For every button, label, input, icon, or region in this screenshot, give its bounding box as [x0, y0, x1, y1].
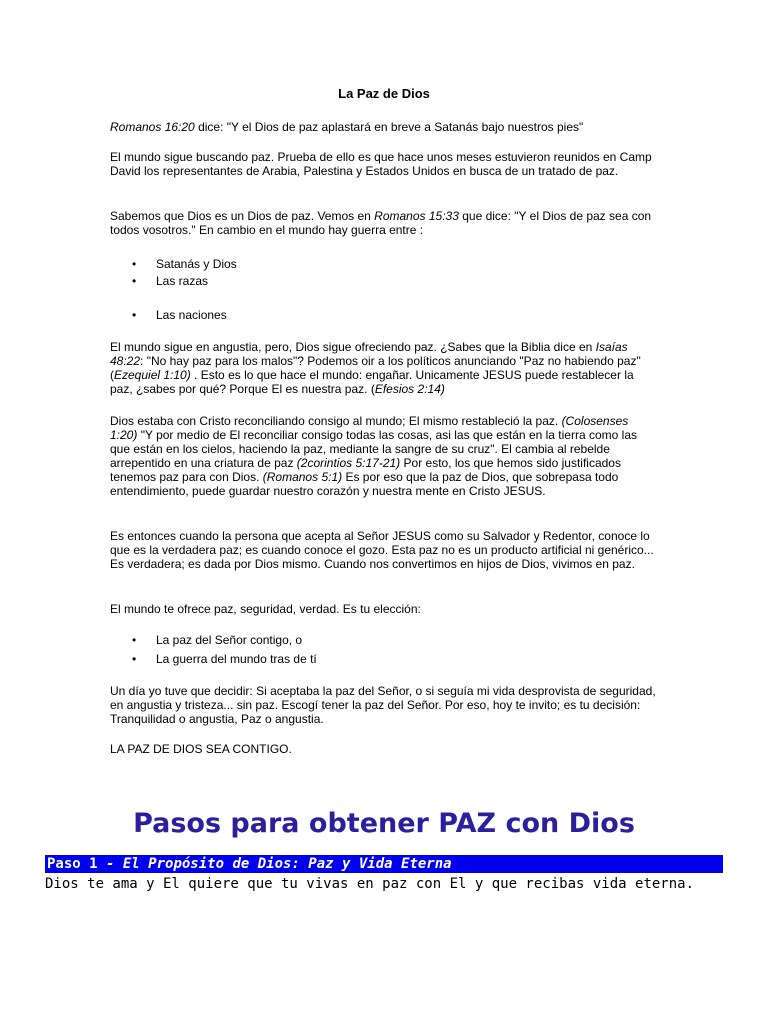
paragraph-closing	[110, 742, 658, 756]
paragraph-camp-david	[110, 150, 658, 178]
paragraph-text: El mundo te ofrece paz, seguridad, verdad. Es tu elección:	[110, 602, 421, 616]
bullet-list-eleccion	[132, 633, 317, 666]
bullet-icon: •	[132, 308, 137, 322]
page-title: La Paz de Dios	[338, 86, 430, 101]
verse-reference: Romanos 15:33	[374, 209, 459, 223]
list-item: • La paz del Señor contigo, o	[132, 633, 303, 647]
step-1-text: Dios te ama y El quiere que tu vivas en paz con El y que recibas vida eterna.	[45, 876, 695, 892]
paragraph-reconciliando: Dios estaba con Cristo reconciliando consigo al mundo; El mismo restableció la paz. (Colosenses 1:20) "Y por medio de El reconciliar consigo todas las cosas, asi las que están en la tierra como las que están en los cielos, haciendo la paz, mediante la sangre de su cruz". El cambia al rebelde arrepentido en una criatura de paz (2corintios 5:17-21) Por esto, los que hemos sido justificados tenemos paz para con Dios. (Romanos 5:1) Es por eso que la paz de Dios, que sobrepasa todo entendimiento, puede guardar nuestro corazón y nuestra mente en Cristo JESUS.	[110, 414, 637, 498]
bullet-icon: •	[132, 652, 137, 666]
paragraph-text: Es entonces cuando la persona que acepta al Señor JESUS como su Salvador y Redentor, conoce lo que es la verdadera paz; es cuando conoce el gozo. Esta paz no es un producto artificial ni genérico... Es verdadera; es dada por Dios mismo. Cuando nos convertimos en hijos de Dios, vivimos en paz.	[110, 529, 654, 571]
verse-reference: (Romanos 5:1)	[262, 470, 343, 484]
steps-heading: Pasos para obtener PAZ con Dios	[133, 808, 635, 839]
list-item: • La guerra del mundo tras de tí	[132, 652, 317, 666]
paragraph-text: El mundo sigue buscando paz. Prueba de ello es que hace unos meses estuvieron reunidos en Camp David los representantes de Arabia, Palestina y Estados Unidos en busca de un tratado de paz.	[110, 150, 652, 178]
verse-reference: Ezequiel 1:10)	[114, 368, 191, 382]
step-separator: -	[97, 856, 123, 872]
verse-reference: Efesios 2:14)	[374, 382, 445, 396]
list-item: • Las naciones	[132, 308, 227, 322]
paragraph-romanos	[110, 120, 658, 134]
list-item: • Las razas	[132, 274, 209, 288]
step-title: El Propósito de Dios: Paz y Vida Eterna	[122, 856, 452, 872]
paragraph-text: Sabemos que Dios es un Dios de paz. Vemos en	[110, 209, 375, 223]
bullet-icon: •	[132, 257, 137, 271]
verse-reference: Romanos 16:20	[110, 120, 195, 134]
paragraph-angustia: El mundo sigue en angustia, pero, Dios sigue ofreciendo paz. ¿Sabes que la Biblia dice en Isaías 48:22: "No hay paz para los malos"? Podemos oir a los políticos anunciando "Paz no habiendo paz" (Ezequiel 1:10) . Esto es lo que hace el mundo: engañar. Unicamente JESUS puede restablecer la paz, ¿sabes por qué? Porque El es nuestra paz. (Efesios 2:14)	[110, 340, 641, 396]
list-item: • Satanás y Dios	[132, 257, 237, 271]
paragraph-text: Un día yo tuve que decidir: Si aceptaba la paz del Señor, o si seguía mi vida desprovista de seguridad, en angustia y tristeza... sin paz. Escogí tener la paz del Señor. Por eso, hoy te invito; es tu decisión: Tranquilidad o angustia, Paz o angustia.	[110, 684, 656, 726]
paragraph-decision	[110, 684, 658, 726]
bullet-list-guerra	[132, 257, 237, 322]
bullet-icon: •	[132, 633, 137, 647]
paragraph-verdadera-paz	[110, 529, 658, 571]
paragraph-dios-de-paz	[110, 209, 658, 237]
verse-reference: Isaías 48:22	[110, 340, 628, 368]
paragraph-text: que dice: "Y el Dios de paz sea con todos vosotros." En cambio en el mundo hay guerra entre :	[110, 209, 652, 237]
verse-reference: (2corintios 5:17-21)	[296, 456, 401, 470]
bullet-icon: •	[132, 274, 137, 288]
step-number: Paso 1	[47, 856, 98, 872]
verse-reference: (Colosenses 1:20)	[110, 414, 629, 442]
paragraph-eleccion	[110, 602, 658, 616]
step-1-header	[45, 855, 723, 873]
paragraph-text: LA PAZ DE DIOS SEA CONTIGO.	[110, 742, 292, 756]
paragraph-text: dice: "Y el Dios de paz aplastará en breve a Satanás bajo nuestros pies"	[194, 120, 584, 134]
